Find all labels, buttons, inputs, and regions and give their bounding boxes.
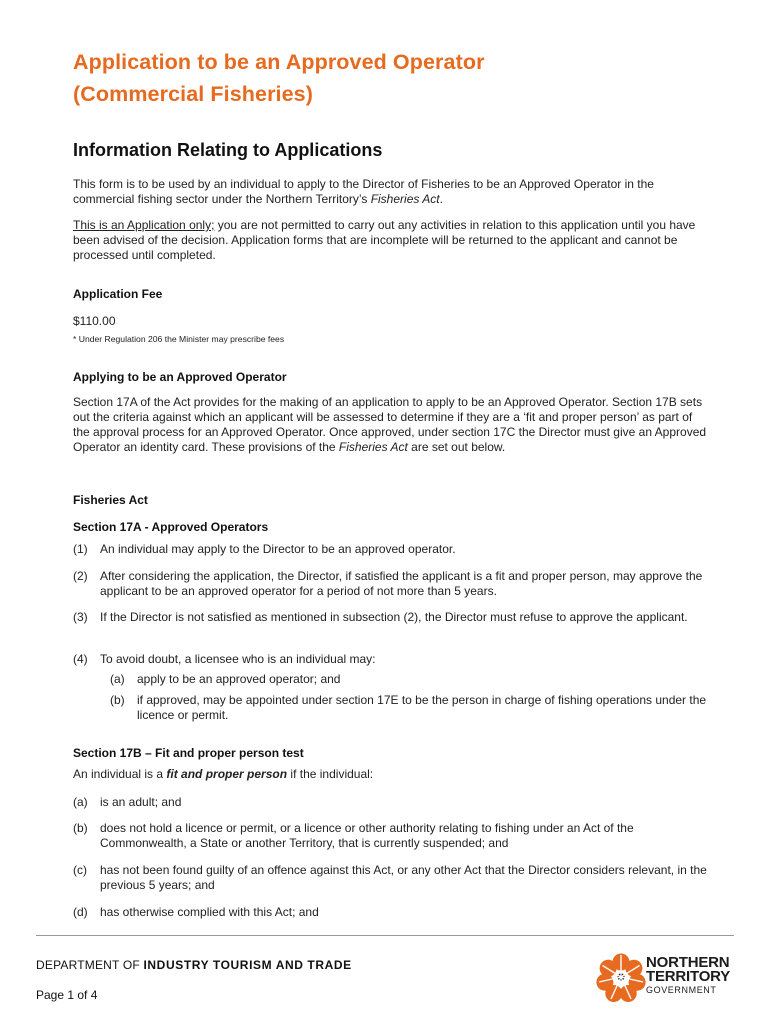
department-name: DEPARTMENT OF INDUSTRY TOURISM AND TRADE xyxy=(36,958,352,972)
page-number: Page 1 of 4 xyxy=(36,988,98,1002)
section-17b-intro: An individual is a fit and proper person if the individual: xyxy=(73,767,374,781)
nt-government-logo xyxy=(595,951,735,1003)
fee-amount: $110.00 xyxy=(73,314,116,328)
section-17b-item: (a) is an adult; and xyxy=(73,795,182,809)
logo-line-government: GOVERNMENT xyxy=(646,985,717,995)
logo-line-northern: NORTHERN xyxy=(646,954,730,971)
info-heading: Information Relating to Applications xyxy=(73,140,383,160)
section-17a-item: (3) If the Director is not satisfied as mentioned in subsection (2), the Director must refuse to approve the applicant. xyxy=(73,610,688,624)
applying-paragraph: Section 17A of the Act provides for the making of an application to apply to be an Approved Operator. Section 17B sets out the criteria against which an applicant will be assessed to determine if they are a ‘fit and proper person’ as part of the approval process for an Approved Operator. Once approved, under section 17C the Director must give an Approved Operator an identity card. These provisions of the Fisheries Act are set out below. xyxy=(73,395,707,454)
title-line-1: Application to be an Approved Operator xyxy=(73,50,485,74)
document-title xyxy=(73,46,485,110)
fee-heading: Application Fee xyxy=(73,287,163,301)
info-paragraph-2: This is an Application only; you are not permitted to carry out any activities in relation to this application until you have been advised of the decision. Application forms that are incomplete will be returned to the applicant and cannot be processed until completed. xyxy=(73,218,696,262)
logo-line-territory: TERRITORY xyxy=(646,968,731,985)
section-17a-item: (4) To avoid doubt, a licensee who is an individual may: xyxy=(73,652,376,666)
section-17a-subitem: (b) if approved, may be appointed under section 17E to be the person in charge of fishing operations under the licence or permit. xyxy=(110,693,707,722)
section-17b-item: (d) has otherwise complied with this Act; and xyxy=(73,905,319,919)
section-17b-item: (c) has not been found guilty of an offence against this Act, or any other Act that the Director considers relevant, in the previous 5 years; and xyxy=(73,863,707,892)
section-17a-item: (1) An individual may apply to the Director to be an approved operator. xyxy=(73,542,456,556)
section-17a-subitem: (a) apply to be an approved operator; and xyxy=(110,672,341,686)
applying-heading: Applying to be an Approved Operator xyxy=(73,370,287,384)
act-heading: Fisheries Act xyxy=(73,493,148,507)
section-17b-item: (b) does not hold a licence or permit, or a licence or other authority relating to fishing under an Act of the Commonwealth, a State or another Territory, that is currently suspended; and xyxy=(73,821,634,850)
section-17a-heading: Section 17A - Approved Operators xyxy=(73,520,269,534)
info-paragraph-1: This form is to be used by an individual to apply to the Director of Fisheries to be an Approved Operator in the commercial fishing sector under the Northern Territory’s Fisheries Act. xyxy=(73,177,654,206)
desert-rose-icon xyxy=(595,951,647,1003)
logo-wordmark xyxy=(646,956,730,996)
title-line-2: (Commercial Fisheries) xyxy=(73,82,313,106)
fee-note: * Under Regulation 206 the Minister may prescribe fees xyxy=(73,334,285,344)
section-17b-heading: Section 17B – Fit and proper person test xyxy=(73,746,304,760)
section-17a-item: (2) After considering the application, the Director, if satisfied the applicant is a fit and proper person, may approve the applicant to be an approved operator for a period of not more than 5 years. xyxy=(73,569,703,598)
footer-divider xyxy=(36,935,734,936)
